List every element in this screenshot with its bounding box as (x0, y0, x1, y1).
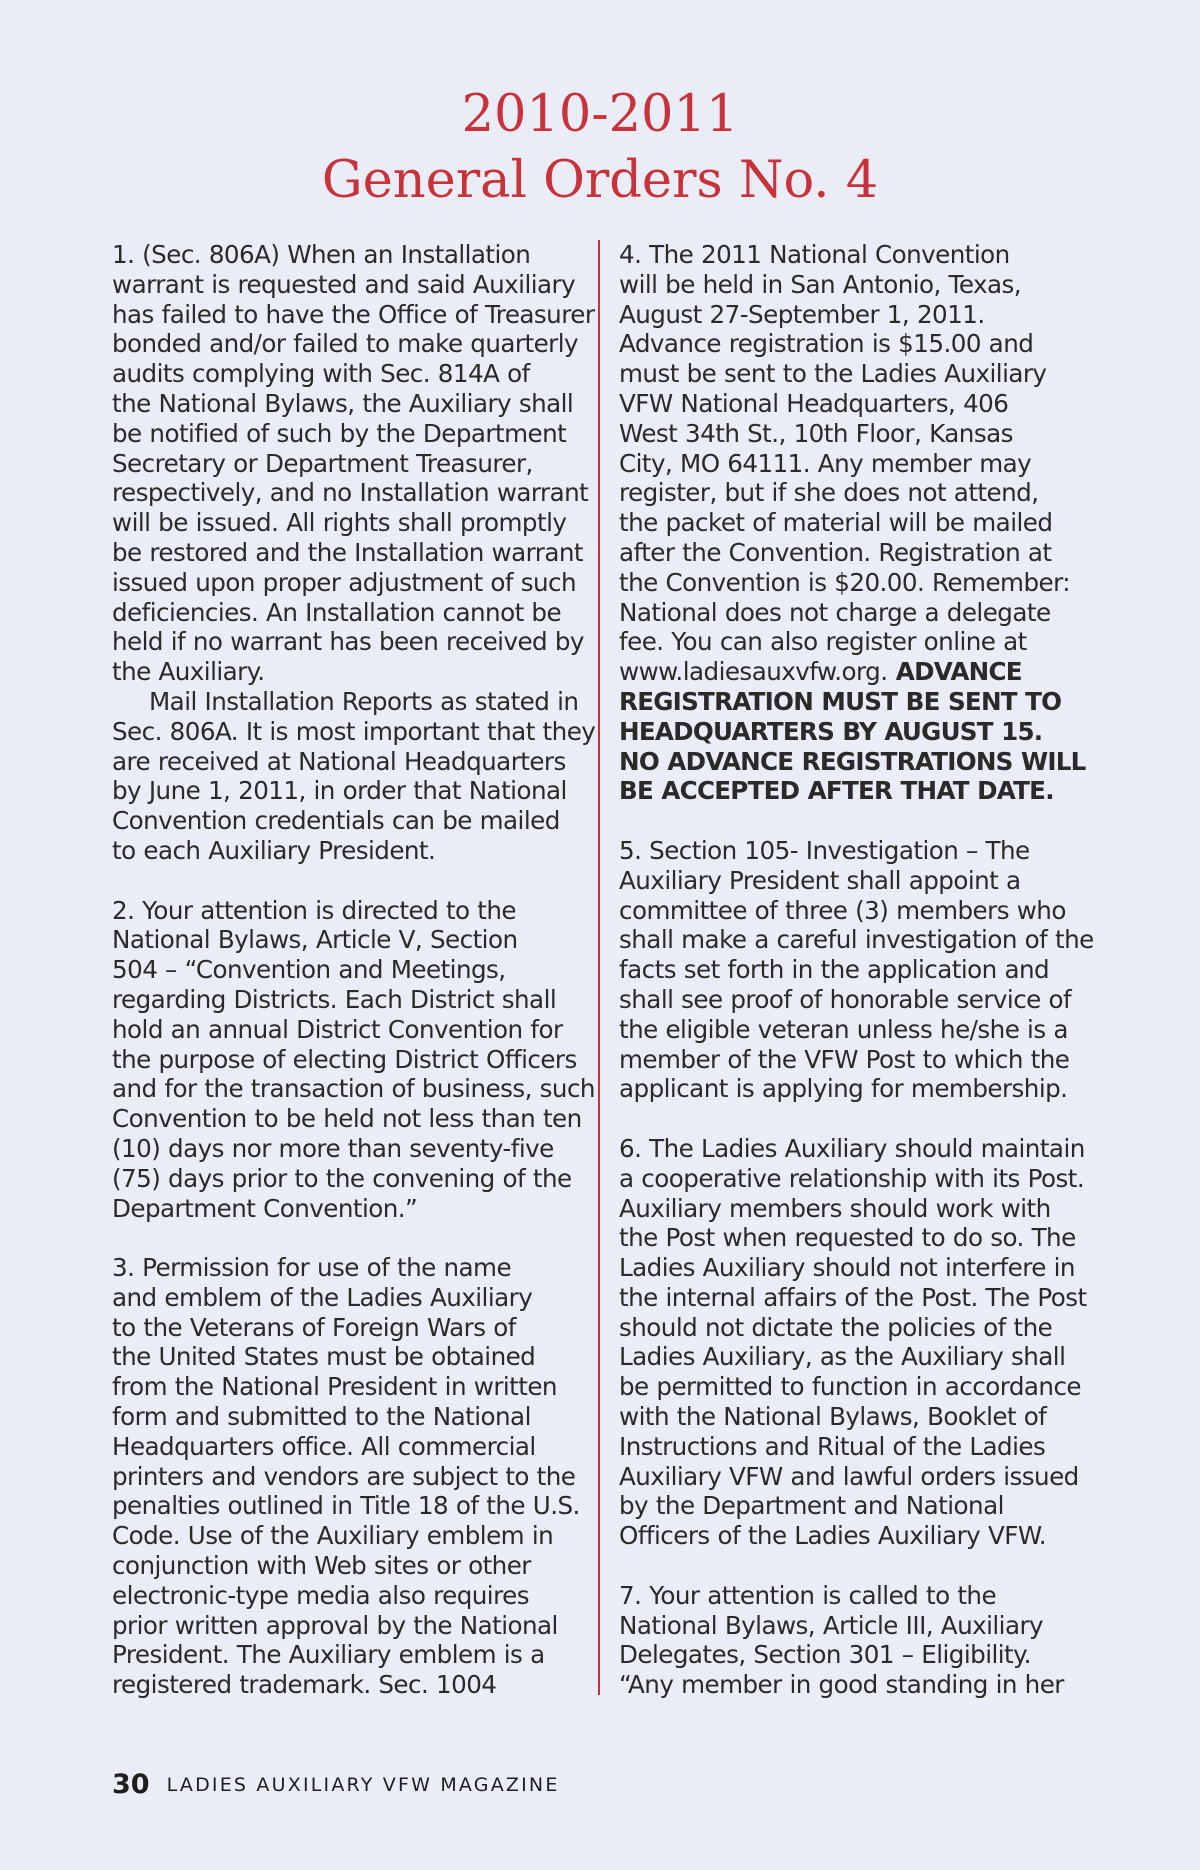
text-line (112, 1491, 597, 1521)
text-line-content: Convention to be held not less than ten (112, 1104, 582, 1134)
text-line (619, 1342, 1089, 1372)
text-line (112, 538, 597, 568)
text-line (619, 717, 1089, 747)
text-line (619, 1015, 1089, 1045)
magazine-name: LADIES AUXILIARY VFW MAGAZINE (166, 1773, 560, 1796)
text-line (619, 270, 1089, 300)
text-line-content: conjunction with Web sites or other (112, 1551, 531, 1581)
column-divider (598, 240, 600, 1695)
text-line (112, 687, 597, 717)
text-line (112, 806, 597, 836)
text-line-content: the Post when requested to do so. The (619, 1223, 1076, 1253)
text-line-content: electronic-type media also requires (112, 1580, 529, 1610)
text-line (619, 1521, 1089, 1551)
text-line-content: “Any member in good standing in her (619, 1670, 1064, 1700)
text-line (619, 687, 1089, 717)
text-line-content: 1. (Sec. 806A) When an Installation (112, 240, 531, 269)
text-line-content: 5. Section 105- Investigation – The (619, 835, 1030, 865)
text-line-content: Auxiliary members should work with (619, 1193, 1051, 1223)
text-line-content: to the Veterans of Foreign Wars of (112, 1312, 516, 1342)
text-line (112, 657, 597, 687)
text-line-content: will be issued. All rights shall promptly (112, 508, 567, 538)
text-line-content: 7. Your attention is called to the (619, 1580, 997, 1610)
text-line-content: by the Department and National (619, 1491, 1004, 1521)
text-line (619, 1491, 1089, 1521)
text-line (112, 270, 597, 300)
text-line-content: Mail Installation Reports as stated in (149, 686, 579, 716)
text-line (112, 627, 597, 657)
text-line-content: President. The Auxiliary emblem is a (112, 1640, 545, 1670)
text-line (112, 747, 597, 777)
text-line (619, 1462, 1089, 1492)
text-line-content: audits complying with Sec. 814A of (112, 359, 530, 389)
text-line-content: National does not charge a delegate (619, 597, 1051, 627)
text-line (112, 449, 597, 479)
text-line (112, 1432, 597, 1462)
text-line-content: warrant is requested and said Auxiliary (112, 269, 576, 299)
text-line (619, 419, 1089, 449)
text-line-content: HEADQUARTERS BY AUGUST 15. (619, 716, 1043, 746)
text-line (619, 925, 1094, 955)
text-line (619, 389, 1089, 419)
text-line (619, 1074, 1089, 1104)
text-line (112, 1194, 597, 1224)
text-line (619, 1283, 1089, 1313)
text-line-content: from the National President in written (112, 1372, 557, 1402)
text-line-content: bonded and/or failed to make quarterly (112, 329, 579, 359)
text-line (619, 1194, 1089, 1224)
text-line (112, 1611, 597, 1641)
text-line (112, 1521, 597, 1551)
text-line-content: the purpose of electing District Officers (112, 1044, 577, 1074)
text-line (619, 1223, 1089, 1253)
text-line (112, 478, 597, 508)
text-line-content: regarding Districts. Each District shall (112, 984, 557, 1014)
text-line-content: the internal affairs of the Post. The Post (619, 1282, 1087, 1312)
text-line (619, 627, 1089, 657)
text-line (112, 1283, 597, 1313)
text-line-content: member of the VFW Post to which the (619, 1044, 1070, 1074)
text-line (619, 747, 1089, 777)
text-line (619, 776, 1089, 806)
text-line (619, 1670, 1089, 1700)
text-line-content: will be held in San Antonio, Texas, (619, 269, 1022, 299)
text-line-content: and emblem of the Ladies Auxiliary (112, 1282, 533, 1312)
page-title (0, 82, 1200, 214)
text-line-content: Advance registration is $15.00 and (619, 329, 1034, 359)
text-line (112, 896, 597, 926)
title-heading: General Orders No. 4 (321, 151, 879, 210)
text-line-content: penalties outlined in Title 18 of the U.S. (112, 1491, 580, 1521)
page-footer (112, 1769, 560, 1799)
text-line (112, 1045, 597, 1075)
text-line-content: the National Bylaws, the Auxiliary shall (112, 388, 574, 418)
text-line-content: REGISTRATION MUST BE SENT TO (619, 686, 1062, 716)
paragraph-gap (112, 866, 597, 896)
text-line-content: August 27-September 1, 2011. (619, 299, 985, 329)
text-line-content: NO ADVANCE REGISTRATIONS WILL (619, 746, 1086, 776)
text-line-content: a cooperative relationship with its Post. (619, 1163, 1085, 1193)
text-line (112, 776, 597, 806)
text-line-content: and for the transaction of business, such (112, 1074, 595, 1104)
text-line-content: Secretary or Department Treasurer, (112, 448, 533, 478)
text-line-content: Department Convention.” (112, 1193, 418, 1223)
text-line (619, 598, 1089, 628)
text-line-content: the eligible veteran unless he/she is a (619, 1014, 1068, 1044)
text-line (112, 1342, 597, 1372)
text-line (619, 329, 1089, 359)
text-line (619, 300, 1089, 330)
text-line (619, 985, 1089, 1015)
text-line-content: Ladies Auxiliary, as the Auxiliary shall (619, 1342, 1066, 1372)
text-line-content: applicant is applying for membership. (619, 1074, 1068, 1104)
text-line (112, 300, 597, 330)
text-line-content: the Auxiliary. (112, 657, 265, 687)
text-line-content: Ladies Auxiliary should not interfere in (619, 1253, 1075, 1283)
text-line (112, 240, 597, 270)
text-line (112, 1104, 597, 1134)
text-line-content: Auxiliary President shall appoint a (619, 865, 1021, 895)
text-line (619, 1134, 1089, 1164)
text-line (619, 1164, 1089, 1194)
text-line (112, 419, 597, 449)
text-line (112, 955, 597, 985)
text-line-content: www.ladiesauxvfw.org. (619, 657, 888, 687)
text-line-content: be restored and the Installation warrant (112, 537, 583, 567)
text-line-content: shall make a careful investigation of the (619, 925, 1094, 955)
text-line-content: the United States must be obtained (112, 1342, 536, 1372)
text-line (619, 538, 1089, 568)
text-line (112, 1372, 597, 1402)
text-line (112, 568, 597, 598)
text-line (112, 389, 597, 419)
title-year: 2010-2011 (461, 85, 739, 144)
text-line (619, 1045, 1089, 1075)
text-line (619, 1640, 1089, 1670)
text-line (619, 836, 1089, 866)
text-line (619, 1313, 1089, 1343)
text-line (112, 1134, 597, 1164)
text-line-content: VFW National Headquarters, 406 (619, 388, 1009, 418)
right-column (619, 240, 1094, 1700)
paragraph-gap (619, 1551, 1089, 1581)
text-line (619, 240, 1089, 270)
text-line-content: BE ACCEPTED AFTER THAT DATE. (619, 776, 1054, 806)
text-line (112, 925, 597, 955)
text-line-content: 3. Permission for use of the name (112, 1253, 512, 1283)
text-line (619, 508, 1089, 538)
text-line (619, 449, 1089, 479)
text-line (619, 896, 1089, 926)
text-line-content: Instructions and Ritual of the Ladies (619, 1431, 1046, 1461)
text-line-content: (75) days prior to the convening of the (112, 1163, 572, 1193)
text-line-content: hold an annual District Convention for (112, 1014, 563, 1044)
text-line (112, 508, 597, 538)
paragraph-gap (619, 1104, 1089, 1134)
text-line-content: City, MO 64111. Any member may (619, 448, 1032, 478)
text-line (112, 1581, 597, 1611)
text-line (112, 717, 597, 747)
text-line (619, 1253, 1089, 1283)
text-line (619, 1372, 1089, 1402)
text-line-content: 504 – “Convention and Meetings, (112, 955, 506, 985)
text-line (112, 1015, 597, 1045)
text-line-content: prior written approval by the National (112, 1610, 558, 1640)
text-line-content: should not dictate the policies of the (619, 1312, 1053, 1342)
text-line (112, 1402, 597, 1432)
text-line-content: register, but if she does not attend, (619, 478, 1039, 508)
left-column (112, 240, 597, 1700)
text-line (112, 985, 597, 1015)
text-line-content: Headquarters office. All commercial (112, 1431, 536, 1461)
text-line-content: registered trademark. Sec. 1004 (112, 1670, 497, 1700)
text-line-content: after the Convention. Registration at (619, 537, 1052, 567)
text-line (619, 1611, 1089, 1641)
text-line (112, 1253, 597, 1283)
text-line (619, 478, 1089, 508)
text-line (112, 1640, 597, 1670)
text-line-content: Sec. 806A. It is most important that they (112, 716, 596, 746)
text-line (619, 1432, 1089, 1462)
text-line-content: respectively, and no Installation warrant (112, 478, 589, 508)
text-line-content: be permitted to function in accordance (619, 1372, 1082, 1402)
text-line-content: fee. You can also register online at (619, 627, 1027, 657)
text-line (112, 1074, 597, 1104)
text-line-content: Convention credentials can be mailed (112, 806, 560, 836)
text-line-content: issued upon proper adjustment of such (112, 567, 577, 597)
bold-text: ADVANCE (887, 657, 1022, 687)
text-line (112, 1164, 597, 1194)
text-line (112, 598, 597, 628)
text-line-content: committee of three (3) members who (619, 895, 1066, 925)
text-line (112, 329, 597, 359)
text-line-content: must be sent to the Ladies Auxiliary (619, 359, 1047, 389)
text-line (112, 1670, 597, 1700)
text-line-content: 6. The Ladies Auxiliary should maintain (619, 1133, 1085, 1163)
text-line-content: by June 1, 2011, in order that National (112, 776, 567, 806)
text-line-content: with the National Bylaws, Booklet of (619, 1402, 1047, 1432)
text-line (619, 568, 1089, 598)
paragraph-gap (619, 806, 1089, 836)
text-line-content: (10) days nor more than seventy-five (112, 1133, 554, 1163)
text-line (619, 866, 1089, 896)
text-line-content: Delegates, Section 301 – Eligibility. (619, 1640, 1031, 1670)
text-line-content: the packet of material will be mailed (619, 508, 1053, 538)
text-line (619, 955, 1089, 985)
text-line (112, 1313, 597, 1343)
text-line-content: Code. Use of the Auxiliary emblem in (112, 1521, 554, 1551)
text-line-content: National Bylaws, Article V, Section (112, 925, 518, 955)
text-line-content: 2. Your attention is directed to the (112, 895, 517, 925)
text-line-content: Officers of the Ladies Auxiliary VFW. (619, 1521, 1047, 1551)
page-number: 30 (112, 1769, 150, 1800)
text-line (112, 1462, 597, 1492)
text-line-content: held if no warrant has been received by (112, 627, 584, 657)
text-line (112, 1551, 597, 1581)
text-line-content: deficiencies. An Installation cannot be (112, 597, 562, 627)
text-line-content: the Convention is $20.00. Remember: (619, 567, 1070, 597)
text-line (112, 836, 597, 866)
text-line-content: Auxiliary VFW and lawful orders issued (619, 1461, 1079, 1491)
text-line (619, 1402, 1089, 1432)
text-line-content: form and submitted to the National (112, 1402, 531, 1432)
text-line-content: are received at National Headquarters (112, 746, 566, 776)
text-line (619, 657, 1089, 687)
text-line-content: West 34th St., 10th Floor, Kansas (619, 418, 1013, 448)
text-line (112, 359, 597, 389)
text-line-content: be notified of such by the Department (112, 418, 567, 448)
text-line-content: printers and vendors are subject to the (112, 1461, 576, 1491)
text-line (619, 359, 1089, 389)
text-line-content: has failed to have the Office of Treasurer (112, 299, 595, 329)
text-line-content: to each Auxiliary President. (112, 835, 436, 865)
text-line-content: shall see proof of honorable service of (619, 984, 1072, 1014)
paragraph-gap (112, 1223, 597, 1253)
text-line-content: National Bylaws, Article III, Auxiliary (619, 1610, 1044, 1640)
text-line-content: facts set forth in the application and (619, 955, 1050, 985)
text-line-content: 4. The 2011 National Convention (619, 240, 1010, 269)
text-line (619, 1581, 1089, 1611)
